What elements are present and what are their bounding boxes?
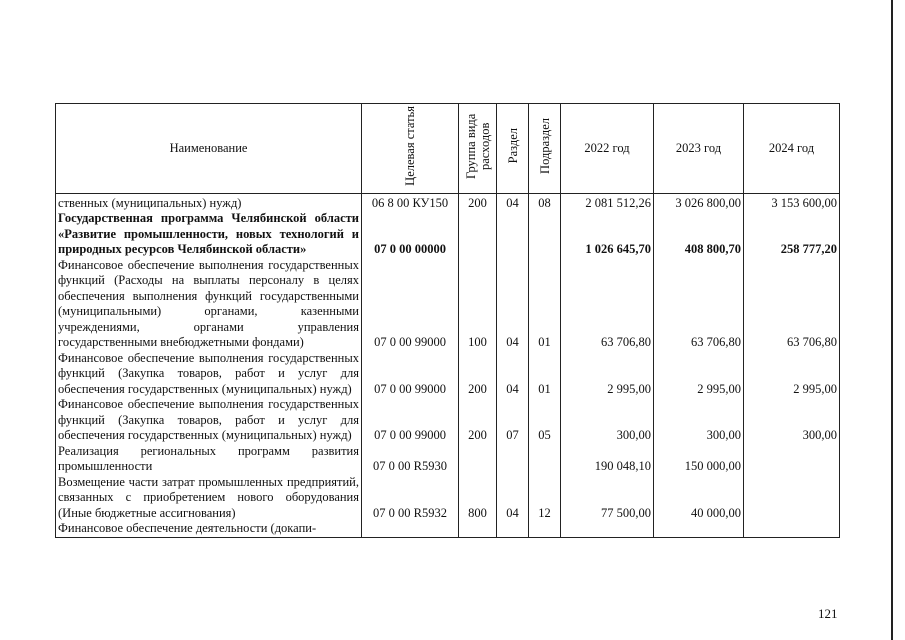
table-row [56, 475, 840, 522]
row-subsection [529, 211, 561, 258]
header-2022: 2022 год [561, 104, 654, 194]
row-section: 04 [497, 475, 529, 522]
row-2023 [654, 521, 744, 538]
row-subsection: 08 [529, 193, 561, 211]
row-group: 200 [459, 351, 497, 398]
page-edge-line [891, 0, 893, 640]
row-group [459, 521, 497, 538]
row-section [497, 211, 529, 258]
row-2022: 77 500,00 [561, 475, 654, 522]
row-section [497, 521, 529, 538]
row-2022: 2 081 512,26 [561, 193, 654, 211]
table-row [56, 351, 840, 398]
row-code: 07 0 00 00000 [362, 211, 459, 258]
row-2024: 63 706,80 [744, 258, 840, 351]
header-subsection: Подраздел [529, 104, 561, 194]
row-code: 07 0 00 99000 [362, 351, 459, 398]
row-section: 07 [497, 397, 529, 444]
row-2024: 2 995,00 [744, 351, 840, 398]
row-2024 [744, 521, 840, 538]
header-expense-group: Группа вида расходов [459, 104, 497, 194]
row-subsection: 12 [529, 475, 561, 522]
row-subsection: 05 [529, 397, 561, 444]
row-2023: 300,00 [654, 397, 744, 444]
row-2023: 408 800,70 [654, 211, 744, 258]
row-code: 07 0 00 R5930 [362, 444, 459, 475]
row-2024 [744, 475, 840, 522]
row-2023: 40 000,00 [654, 475, 744, 522]
table-row [56, 521, 840, 538]
row-name: Финансовое обеспечение деятельности (докапи- [56, 521, 362, 538]
row-2023: 150 000,00 [654, 444, 744, 475]
row-2022: 2 995,00 [561, 351, 654, 398]
row-code: 07 0 00 R5932 [362, 475, 459, 522]
row-2022: 1 026 645,70 [561, 211, 654, 258]
table-row [56, 444, 840, 475]
header-target-article: Целевая статья [362, 104, 459, 194]
page-number: 121 [818, 606, 838, 621]
row-name: Финансовое обеспечение выполнения государственных функций (Расходы на выплаты персоналу в целях обеспечения выполнения функций государственными (муниципальными) органами, казенными учреждениями, органами управления государственными внебюджетными фондами) [56, 258, 362, 351]
row-subsection: 01 [529, 258, 561, 351]
row-2022: 63 706,80 [561, 258, 654, 351]
table-row [56, 258, 840, 351]
header-2023: 2023 год [654, 104, 744, 194]
row-section: 04 [497, 193, 529, 211]
budget-table [55, 103, 840, 538]
table-row [56, 193, 840, 211]
row-subsection [529, 521, 561, 538]
row-subsection [529, 444, 561, 475]
row-name: Финансовое обеспечение выполнения государственных функций (Закупка товаров, работ и услуг для обеспечения государственных (муниципальных) нужд) [56, 351, 362, 398]
header-section: Раздел [497, 104, 529, 194]
row-section: 04 [497, 351, 529, 398]
row-subsection: 01 [529, 351, 561, 398]
row-group: 100 [459, 258, 497, 351]
table-row [56, 397, 840, 444]
row-section: 04 [497, 258, 529, 351]
row-2023: 2 995,00 [654, 351, 744, 398]
row-code: 07 0 00 99000 [362, 258, 459, 351]
row-group: 800 [459, 475, 497, 522]
header-name: Наименование [56, 104, 362, 194]
row-2022 [561, 521, 654, 538]
row-name: Финансовое обеспечение выполнения государственных функций (Закупка товаров, работ и услуг для обеспечения государственных (муниципальных) нужд) [56, 397, 362, 444]
row-name: Государственная программа Челябинской области «Развитие промышленности, новых технологий и природных ресурсов Челябинской области» [56, 211, 362, 258]
row-2023: 63 706,80 [654, 258, 744, 351]
row-group [459, 211, 497, 258]
row-2024 [744, 444, 840, 475]
row-group: 200 [459, 193, 497, 211]
table-row-program [56, 211, 840, 258]
row-2023: 3 026 800,00 [654, 193, 744, 211]
row-2024: 258 777,20 [744, 211, 840, 258]
row-2024: 300,00 [744, 397, 840, 444]
row-group [459, 444, 497, 475]
row-2024: 3 153 600,00 [744, 193, 840, 211]
row-section [497, 444, 529, 475]
row-name: Реализация региональных программ развития промышленности [56, 444, 362, 475]
row-code: 06 8 00 КУ150 [362, 193, 459, 211]
row-name: ственных (муниципальных) нужд) [56, 193, 362, 211]
table-header-row [56, 104, 840, 194]
row-name: Возмещение части затрат промышленных предприятий, связанных с приобретением нового оборудования (Иные бюджетные ассигнования) [56, 475, 362, 522]
row-2022: 190 048,10 [561, 444, 654, 475]
row-code [362, 521, 459, 538]
row-group: 200 [459, 397, 497, 444]
row-2022: 300,00 [561, 397, 654, 444]
row-code: 07 0 00 99000 [362, 397, 459, 444]
header-2024: 2024 год [744, 104, 840, 194]
